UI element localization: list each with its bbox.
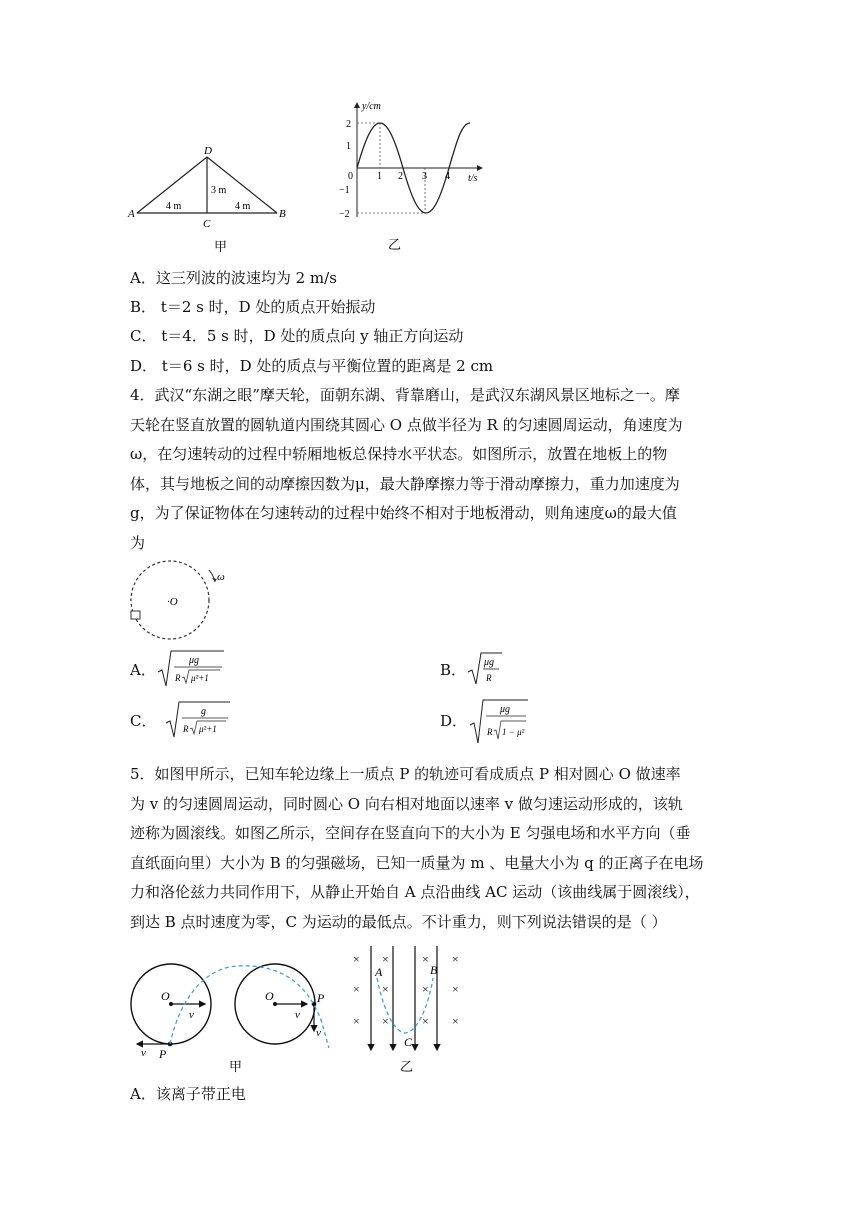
triangle-figure bbox=[125, 140, 295, 255]
vertex-c: C bbox=[203, 218, 211, 230]
q4-option-a-label: A． bbox=[130, 661, 156, 679]
svg-text:×: × bbox=[452, 982, 459, 996]
q3-option-c: C． t＝4．5 s 时，D 处的质点向 y 轴正方向运动 bbox=[130, 327, 464, 345]
q5-line-1: 5．如图甲所示，已知车轮边缘上一质点 P 的轨迹可看成质点 P 相对圆心 O 做速率 bbox=[130, 765, 681, 783]
y-tick-neg2: −2 bbox=[339, 209, 350, 220]
q4-option-d-label: D． bbox=[440, 712, 468, 730]
svg-text:×: × bbox=[382, 1014, 389, 1028]
right-base-label: 4 m bbox=[235, 201, 251, 212]
svg-text:μg: μg bbox=[484, 657, 495, 668]
q5-caption-yi: 乙 bbox=[400, 1059, 414, 1074]
svg-text:C: C bbox=[404, 1035, 413, 1049]
svg-text:O: O bbox=[265, 989, 274, 1003]
svg-text:P: P bbox=[159, 1047, 167, 1061]
svg-text:v: v bbox=[316, 1027, 321, 1039]
svg-text:×: × bbox=[382, 952, 389, 966]
q4-option-b-label: B． bbox=[440, 661, 467, 679]
q3-option-a: A．这三列波的波速均为 2 m/s bbox=[130, 269, 337, 287]
y-axis-label: y/cm bbox=[362, 101, 381, 112]
x-tick-3: 3 bbox=[422, 171, 427, 182]
y-tick-0: 0 bbox=[348, 171, 353, 182]
q5-line-3: 迹称为圆滚线。如图乙所示，空间存在竖直向下的大小为 E 匀强电场和水平方向（垂 bbox=[130, 824, 691, 842]
svg-text:μ²+1: μ²+1 bbox=[199, 724, 217, 734]
q5-option-a: A．该离子带正电 bbox=[130, 1085, 246, 1103]
x-tick-2: 2 bbox=[398, 171, 403, 182]
q4-option-a-formula bbox=[156, 648, 226, 690]
center-o-label: ·O bbox=[167, 596, 178, 608]
q4-line-3: ω，在匀速转动的过程中轿厢地板总保持水平状态。如图所示，放置在地板上的物 bbox=[130, 445, 668, 463]
q3-option-b: B． t＝2 s 时，D 处的质点开始振动 bbox=[130, 298, 376, 316]
svg-text:1 − μ²: 1 − μ² bbox=[502, 727, 525, 737]
q5-line-6: 到达 B 点时速度为零，C 为运动的最低点。不计重力，则下列说法错误的是（ ） bbox=[130, 913, 667, 931]
svg-text:v: v bbox=[295, 1009, 300, 1021]
graph-caption: 乙 bbox=[388, 237, 402, 252]
vibration-graph bbox=[330, 95, 490, 255]
svg-text:R: R bbox=[175, 673, 181, 683]
q4-line-6: 为 bbox=[130, 534, 146, 552]
cabin-box bbox=[131, 611, 140, 619]
svg-text:×: × bbox=[353, 1014, 360, 1028]
triangle-caption: 甲 bbox=[214, 239, 228, 254]
svg-text:μg: μg bbox=[500, 704, 511, 715]
y-tick-1: 1 bbox=[346, 141, 351, 152]
y-tick-2: 2 bbox=[346, 119, 351, 130]
svg-text:B: B bbox=[430, 963, 438, 977]
svg-text:×: × bbox=[422, 952, 429, 966]
svg-text:R: R bbox=[183, 724, 189, 734]
x-tick-4: 4 bbox=[445, 171, 450, 182]
svg-text:R: R bbox=[487, 727, 493, 737]
svg-text:×: × bbox=[353, 982, 360, 996]
q5-line-5: 力和洛伦兹力共同作用下，从静止开始自 A 点沿曲线 AC 运动（该曲线属于圆滚线）， bbox=[130, 883, 700, 901]
q5-caption-jia: 甲 bbox=[229, 1059, 243, 1074]
svg-text:×: × bbox=[452, 1014, 459, 1028]
q4-line-5: g，为了保证物体在匀速转动的过程中始终不相对于地板滑动，则角速度ω的最大值 bbox=[130, 504, 677, 522]
svg-text:×: × bbox=[422, 1014, 429, 1028]
svg-text:×: × bbox=[382, 982, 389, 996]
svg-text:μg: μg bbox=[189, 655, 200, 666]
svg-text:A: A bbox=[375, 965, 383, 979]
cycloid-figure bbox=[125, 938, 480, 1078]
vertex-d: D bbox=[204, 145, 212, 157]
q3-option-d: D． t＝6 s 时，D 处的质点与平衡位置的距离是 2 cm bbox=[130, 357, 494, 375]
svg-text:×: × bbox=[353, 952, 360, 966]
svg-text:μ²+1: μ²+1 bbox=[191, 673, 209, 683]
ferris-wheel-figure bbox=[125, 558, 235, 642]
q4-line-4: 体，其与地板之间的动摩擦因数为μ，最大静摩擦力等于滑动摩擦力，重力加速度为 bbox=[130, 475, 680, 493]
q4-option-d-formula bbox=[468, 697, 530, 747]
svg-text:×: × bbox=[422, 982, 429, 996]
q4-line-2: 天轮在竖直放置的圆轨道内围绕其圆心 O 点做半径为 R 的匀速圆周运动，角速度为 bbox=[130, 416, 683, 434]
q5-line-2: 为 v 的匀速圆周运动，同时圆心 O 向右相对地面以速率 v 做匀速运动形成的，该轨 bbox=[130, 795, 683, 813]
q4-line-1: 4．武汉“东湖之眼”摩天轮，面朝东湖、背靠磨山，是武汉东湖风景区地标之一。摩 bbox=[130, 386, 680, 404]
x-tick-1: 1 bbox=[377, 171, 382, 182]
svg-text:P: P bbox=[317, 991, 325, 1005]
svg-text:g: g bbox=[201, 706, 206, 717]
svg-text:v: v bbox=[189, 1009, 194, 1021]
left-base-label: 4 m bbox=[166, 201, 182, 212]
svg-text:O: O bbox=[161, 989, 170, 1003]
y-tick-neg1: −1 bbox=[339, 185, 350, 196]
svg-text:v: v bbox=[141, 1047, 146, 1059]
vertex-b: B bbox=[279, 208, 286, 220]
svg-text:R: R bbox=[486, 673, 492, 683]
q4-option-c-label: C． bbox=[130, 712, 157, 730]
omega-label: ω bbox=[217, 571, 225, 583]
vertex-a: A bbox=[128, 208, 135, 220]
svg-text:×: × bbox=[452, 952, 459, 966]
q4-option-c-formula bbox=[164, 699, 234, 741]
q4-option-b-formula bbox=[466, 650, 506, 688]
height-label: 3 m bbox=[211, 185, 227, 196]
q5-line-4: 直纸面向里）大小为 B 的匀强磁场，已知一质量为 m 、电量大小为 q 的正离子在电场 bbox=[130, 854, 704, 872]
x-axis-label: t/s bbox=[468, 173, 478, 184]
